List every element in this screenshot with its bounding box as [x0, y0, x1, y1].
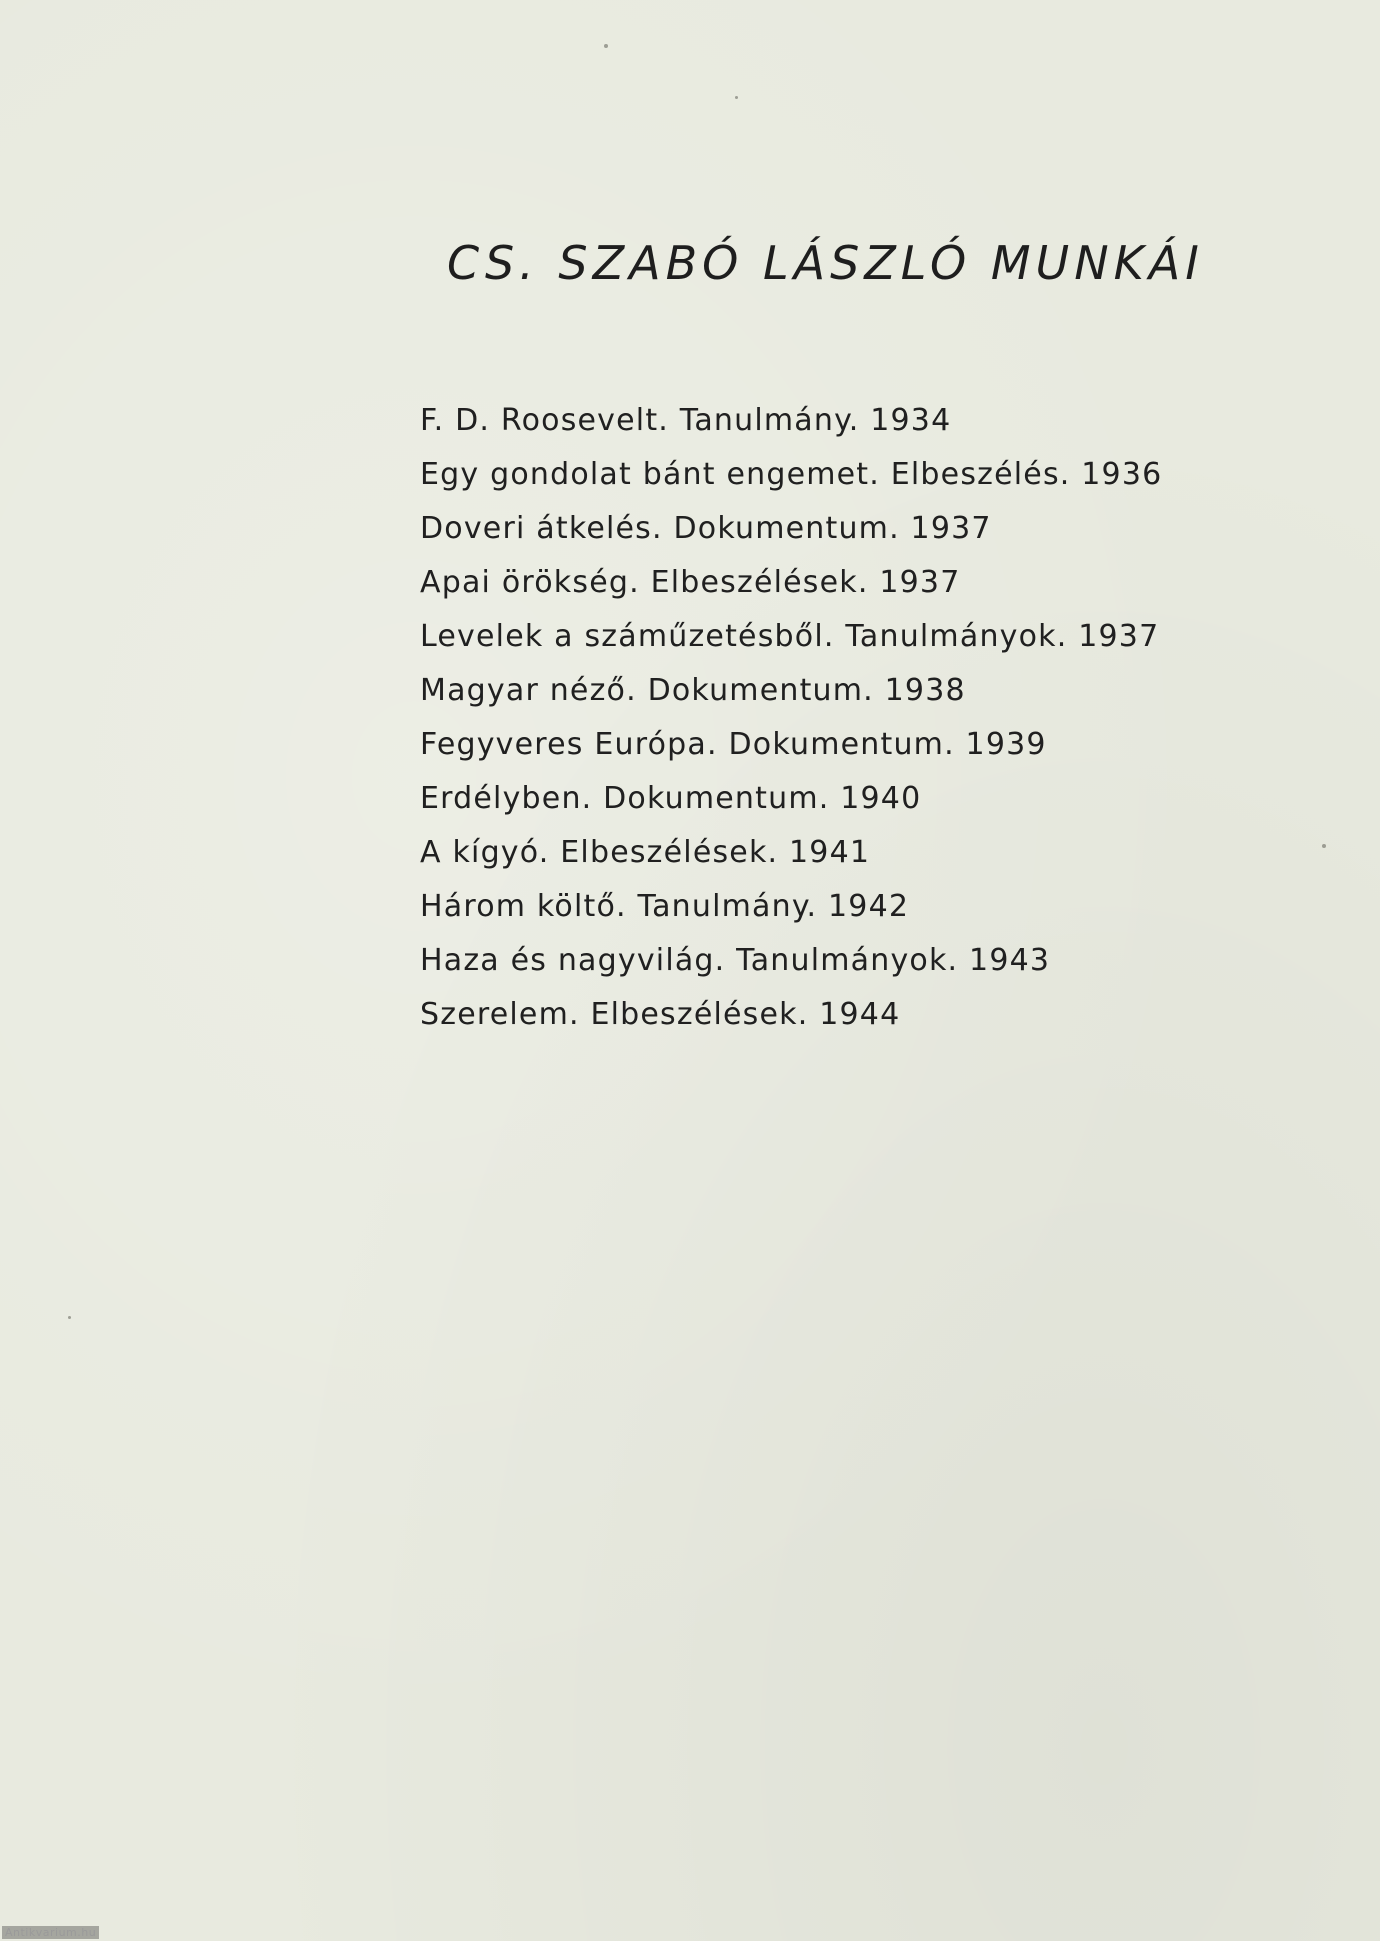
list-item: Egy gondolat bánt engemet. Elbeszélés. 1936: [420, 457, 1163, 492]
list-item: Doveri átkelés. Dokumentum. 1937: [420, 511, 992, 546]
list-item: Erdélyben. Dokumentum. 1940: [420, 781, 922, 816]
list-item: Három költő. Tanulmány. 1942: [420, 889, 910, 924]
paper-speck: [735, 96, 738, 99]
watermark: Antikvarium.hu: [2, 1926, 99, 1939]
works-list: [420, 394, 1162, 1042]
list-item: A kígyó. Elbeszélések. 1941: [420, 835, 871, 870]
list-item: Fegyveres Európa. Dokumentum. 1939: [420, 727, 1047, 762]
list-item: Magyar néző. Dokumentum. 1938: [420, 673, 966, 708]
list-item: Haza és nagyvilág. Tanulmányok. 1943: [420, 943, 1051, 978]
page-title: CS. SZABÓ LÁSZLÓ MUNKÁI: [447, 236, 1204, 290]
paper-speck: [604, 44, 608, 48]
list-item: F. D. Roosevelt. Tanulmány. 1934: [420, 403, 952, 438]
list-item: Apai örökség. Elbeszélések. 1937: [420, 565, 961, 600]
list-item: Szerelem. Elbeszélések. 1944: [420, 997, 901, 1032]
list-item: Levelek a száműzetésből. Tanulmányok. 1937: [420, 619, 1160, 654]
paper-speck: [68, 1316, 71, 1319]
paper-speck: [1322, 844, 1326, 848]
